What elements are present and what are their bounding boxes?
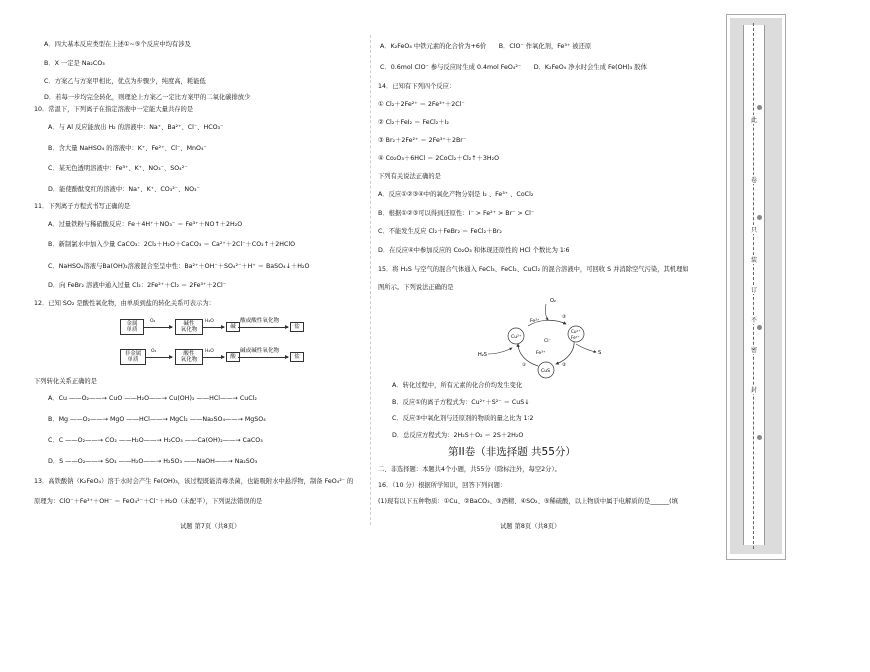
flow1-reagent-1: O₂ xyxy=(150,319,156,324)
binding-char: 只 xyxy=(747,225,761,234)
q9-option-c: C．方案乙与方案甲相比，优点为步骤少，纯度高，耗能低 xyxy=(44,78,206,85)
q14-option-b: B．根据①②③可以得到还原性：I⁻ > Fe²⁺ > Br⁻ > Cl⁻ xyxy=(378,210,535,217)
flow2-arrow-3 xyxy=(238,357,288,358)
mechanism-cycle-diagram xyxy=(478,296,618,386)
cycle-arc-right xyxy=(556,340,574,364)
q14-reaction-3: ③ Br₂＋2Fe²⁺ ＝ 2Fe³⁺＋2Br⁻ xyxy=(378,137,467,144)
flow1-salt-box: 盐 xyxy=(290,322,304,332)
cycle-arc-left xyxy=(518,344,538,366)
q15-stem-2: 图所示。下列说法正确的是 xyxy=(378,284,454,291)
section-ii-instructions: 二、非选择题：本题共4个小题，共55分（除标注外，每空2分）。 xyxy=(378,466,561,473)
flow2-acid-box: 酸 xyxy=(226,352,240,362)
binding-char: 密 xyxy=(747,345,761,354)
flow1-arrow-1 xyxy=(144,327,172,328)
q14-question: 下列有关说法正确的是 xyxy=(378,173,441,180)
column-divider xyxy=(370,35,371,525)
q9-option-a: A．四大基本反应类型在上述①~⑤个反应中均有涉及 xyxy=(44,41,191,48)
q15-option-b: B．反应①的离子方程式为：Cu²⁺＋S²⁻ ＝ CuS↓ xyxy=(392,399,530,406)
q11-option-c: C．NaHSO₄溶液与Ba(OH)₂溶液混合至呈中性：Ba²⁺＋OH⁻＋SO₄²⁻＋H⁺ ＝ BaSO₄↓＋H₂O xyxy=(48,263,310,270)
q9-option-b: B．X 一定是 Na₂CO₃ xyxy=(44,60,105,67)
binding-hole xyxy=(757,325,762,330)
q12-stem: 12．已知 SO₂ 是酸性氧化物，由单质到盐的转化关系可表示为： xyxy=(34,300,215,307)
flow1-reagent-3: 酸或酸性氧化物 xyxy=(240,318,280,324)
q12-option-d: D．S ——O₂——→ SO₃ ——H₂O——→ H₂SO₃ ——NaOH——→ Na₂SO₃ xyxy=(48,458,258,465)
binding-hole xyxy=(757,435,762,440)
section-ii-title: 第II卷（非选择题 共55分） xyxy=(448,446,576,458)
fe2b-label: Fe²⁺ xyxy=(571,335,580,340)
q12-option-b: B．Mg ——O₂——→ MgO ——HCl——→ MgCl₂ ——Na₂SO₄——→ MgSO₄ xyxy=(48,416,266,423)
binding-char: 此 xyxy=(747,115,761,124)
flow1-arrow-3 xyxy=(238,327,288,328)
q15-option-d: D．总反应方程式为：2H₂S＋O₂ ＝ 2S＋2H₂O xyxy=(392,432,524,439)
q10-option-a: A．与 Al 反应能放出 H₂ 的溶液中：Na⁺、Ba²⁺、Cl⁻、HCO₃⁻ xyxy=(48,124,224,131)
q13-stem-1: 13．高铁酸钠（K₂FeO₄）溶于水时会产生 Fe(OH)₃，该过程既能消毒杀菌，也能吸附水中悬浮物，制备 FeO₄²⁻ 的 xyxy=(34,478,354,485)
flow2-salt-box: 盐 xyxy=(290,352,304,362)
flow2-arrow-2 xyxy=(202,357,224,358)
q11-stem: 11．下列离子方程式书写正确的是 xyxy=(34,203,131,210)
binding-margin-strip xyxy=(726,14,786,560)
s-outflow-arrow xyxy=(576,344,596,352)
q10-option-c: C．某无色透明溶液中：Fe³⁺、K⁺、NO₃⁻、SO₄²⁻ xyxy=(48,165,188,172)
h2s-label: H₂S xyxy=(478,352,487,358)
step-1-label: ① xyxy=(522,363,527,368)
q14-reaction-1: ① Cl₂＋2Fe²⁺ ＝ 2Fe³⁺＋2Cl⁻ xyxy=(378,101,465,108)
step-2-label: ② xyxy=(562,363,567,368)
q15-option-a: A．转化过程中，所有元素的化合价均发生变化 xyxy=(392,382,523,389)
binding-char: 装 xyxy=(747,255,761,264)
o2-label: O₂ xyxy=(550,298,556,304)
page-footer-left: 试题 第7页（共8页） xyxy=(180,523,241,530)
flow2-reagent-1: O₂ xyxy=(151,349,157,354)
flow2-reagent-2: H₂O xyxy=(205,349,214,354)
flow1-arrow-2 xyxy=(202,327,224,328)
fe2-top-label: Fe²⁺ xyxy=(530,319,540,324)
q14-option-a: A．反应①②③④中的氧化产物分别是 I₂ 、Fe³⁺ 、CoCl₂ xyxy=(378,191,534,198)
q16-stem: 16．（10 分）根据所学知识，回答下列问题： xyxy=(378,482,507,489)
q10-stem: 10．常温下，下列离子在指定溶液中一定能大量共存的是 xyxy=(34,106,194,113)
q13-options-ab: A．K₂FeO₄ 中铁元素的化合价为+6价 B．ClO⁻ 作氧化剂，Fe³⁺ 被还原 xyxy=(380,43,592,50)
fe3-label: Fe³⁺ xyxy=(536,351,546,356)
cus-label: CuS xyxy=(541,369,551,374)
q13-stem-2: 原理为：ClO⁻＋Fe³⁺＋OH⁻ ＝ FeO₄²⁻＋Cl⁻＋H₂O（未配平），下列说法错误的是 xyxy=(34,498,263,505)
q12-question: 下列转化关系正确的是 xyxy=(34,378,97,385)
flow1-base-box: 碱 xyxy=(226,322,240,332)
q14-option-d: D．在反应④中参加反应的 Co₂O₃ 和体现还原性的 HCl 个数比为 1∶6 xyxy=(378,247,570,254)
q13-options-cd: C．0.6mol ClO⁻ 参与反应时生成 0.4mol FeO₄²⁻ D．K₂FeO₄ 净水时会生成 Fe(OH)₃ 胶体 xyxy=(380,64,647,71)
q16-part-1: (1)现有以下五种物质：①Cu、②BaCO₃、③酒精、④SO₂、⑤稀硫酸，以上物质中属于电解质的是______(填 xyxy=(378,498,678,505)
binding-char: 封 xyxy=(747,385,761,394)
q14-stem: 14．已知有下列四个反应： xyxy=(378,83,456,90)
flow1-reagent-2: H₂O xyxy=(205,319,214,324)
q15-stem-1: 15．将 H₂S 与空气的混合气体通入 FeCl₃、FeCl₂、CuCl₂ 的混合溶液中，可回收 S 并消除空气污染，其机理如 xyxy=(378,266,689,273)
q12-option-c: C．C ——O₂——→ CO₂ ——H₂O——→ H₂CO₃ ——Ca(OH)₂——→ CaCO₃ xyxy=(48,437,263,444)
cl-label: Cl⁻ xyxy=(544,339,551,344)
binding-hole xyxy=(757,215,762,220)
binding-hole xyxy=(757,105,762,110)
cu2b-label: Cu²⁺ xyxy=(571,329,581,334)
cu2-label: Cu²⁺ xyxy=(511,335,522,340)
q12-option-a: A．Cu ——O₂——→ CuO ——H₂O——→ Cu(OH)₂ ——HCl——→ CuCl₂ xyxy=(48,395,257,402)
flow1-basic-oxide-box: 碱性 氧化物 xyxy=(175,319,203,335)
flow2-acidic-oxide-box: 酸性 氧化物 xyxy=(175,349,203,365)
flow1-metal-box: 金属 单质 xyxy=(120,319,144,335)
flow2-arrow-1 xyxy=(146,357,172,358)
q10-option-b: B．含大量 NaHSO₄ 的溶液中：K⁺、Fe²⁺、Cl⁻、MnO₄⁻ xyxy=(48,145,207,152)
q11-option-b: B．新制氯水中加入少量 CaCO₃：2Cl₂＋H₂O＋CaCO₃ ＝ Ca²⁺＋2Cl⁻＋CO₂↑＋2HClO xyxy=(48,241,296,248)
q14-option-c: C．不能发生反应 Cl₂＋FeBr₂ ＝ FeCl₂＋Br₂ xyxy=(378,228,502,235)
step-3-label: ③ xyxy=(562,315,567,320)
q11-option-a: A．过量铁粉与稀硝酸反应：Fe＋4H⁺＋NO₃⁻ ＝ Fe³⁺＋NO↑＋2H₂O xyxy=(48,221,243,228)
binding-char: 卷 xyxy=(747,175,761,184)
binding-char: 订 xyxy=(747,285,761,294)
flow2-nonmetal-box: 非金属 单质 xyxy=(120,349,146,365)
q10-option-d: D．能使酚酞变红的溶液中：Na⁺、K⁺、CO₃²⁻、NO₃⁻ xyxy=(48,186,200,193)
q11-option-d: D．向 FeBr₂ 溶液中通入过量 Cl₂：2Fe²⁺＋Cl₂ ＝ 2Fe³⁺＋2Cl⁻ xyxy=(48,282,227,289)
page-footer-right: 试题 第8页（共8页） xyxy=(500,523,561,530)
o2-inflow-arrow xyxy=(545,304,548,320)
h2s-inflow-arrow xyxy=(488,348,512,354)
q9-option-d: D．若每一步均完全转化，则理论上方案乙一定比方案甲的二氧化碳排放少 xyxy=(44,94,251,101)
binding-char: 不 xyxy=(747,315,761,324)
q14-reaction-4: ④ Co₂O₃＋6HCl ＝ 2CoCl₂＋Cl₂↑＋3H₂O xyxy=(378,155,500,162)
flow2-reagent-3: 碱或碱性氧化物 xyxy=(240,348,280,354)
q14-reaction-2: ② Cl₂＋FeI₂ ＝ FeCl₂＋I₂ xyxy=(378,119,449,126)
q15-option-c: C．反应③中氧化剂与还原剂的物质的量之比为 1∶2 xyxy=(392,415,534,422)
s-label: S xyxy=(598,350,602,356)
